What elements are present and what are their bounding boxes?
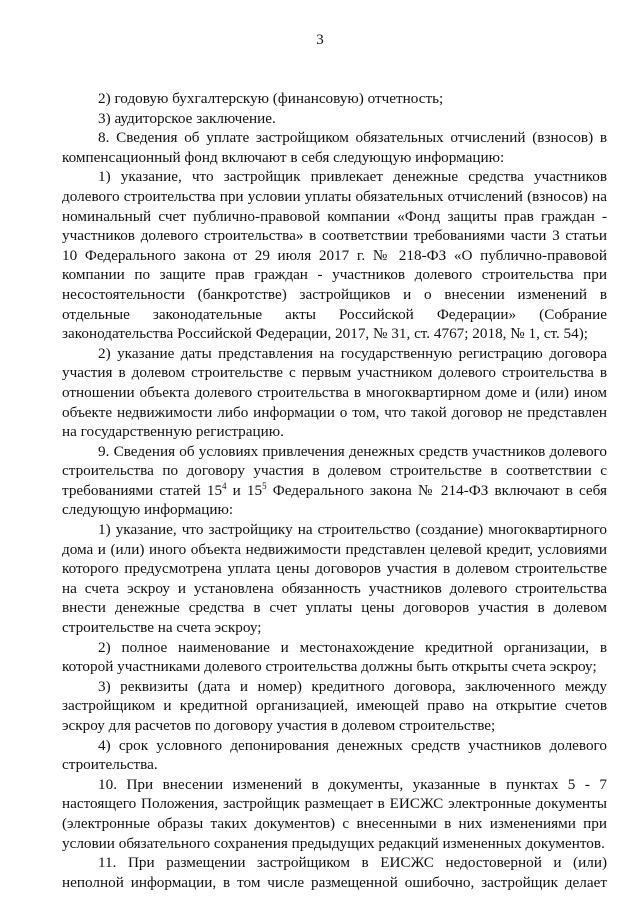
paragraph-section-10: 10. При внесении изменений в документы, указанные в пунктах 5 - 7 настоящего Положения, застройщик размещает в ЕИСЖС электронные документы (электронные образы таких документов) с внесенными в них изменениями при условии обязательного сохранения предыдущих редакций измененных документов. [62, 775, 607, 852]
article-superscript-5: 5 [262, 480, 267, 491]
paragraph-section-9 [62, 442, 607, 520]
section-9-text-middle: и 15 [226, 481, 263, 499]
paragraph-9-item-2: 2) полное наименование и местонахождение кредитной организации, в которой участниками долевого строительства должны быть открыты счета эскроу; [62, 638, 607, 676]
page-number: 3 [316, 32, 324, 48]
section-9-text-start: 9. Сведения об условиях привлечения денежных средств участников долевого строительства по договору участия в долевом строительстве в соответствии с требованиями статей 15 [62, 442, 607, 499]
paragraph-9-item-3: 3) реквизиты (дата и номер) кредитного договора, заключенного между застройщиком и кредитной организацией, имеющей право на открытие счетов эскроу для расчетов по договору участия в долевом строительстве; [62, 677, 607, 734]
document-body [62, 89, 607, 892]
paragraph-section-8: 8. Сведения об уплате застройщиком обязательных отчислений (взносов) в компенсационный фонд включают в себя следующую информацию: [62, 129, 607, 166]
paragraph-item-2: 2) годовую бухгалтерскую (финансовую) отчетность; [98, 90, 444, 107]
paragraph-8-item-1: 1) указание, что застройщик привлекает денежные средства участников долевого строительства при условии уплаты обязательных отчислений (взносов) на номинальный счет публично-правовой компании «Фонд защиты прав граждан - участников долевого строительства» в соответствии требованиями части 3 статьи 10 Федерального закона от 29 июля 2017 г. № 218-ФЗ «О публично-правовой компании по защите прав граждан - участников долевого строительства при несостоятельности (банкротстве) застройщиков и о внесении изменений в отдельные законодательные акты Российской Федерации» (Собрание законодательства Российской Федерации, 2017, № 31, ст. 4767; 2018, № 1, ст. 54); [62, 168, 607, 343]
paragraph-section-11: 11. При размещении застройщиком в ЕИСЖС недостоверной и (или) неполной информации, в том числе размещенной ошибочно, застройщик делает [62, 854, 607, 891]
section-9-text-end: Федерального закона № 214-ФЗ включают в себя следующую информацию: [62, 481, 607, 519]
paragraph-9-item-1: 1) указание, что застройщику на строительство (создание) многоквартирного дома и (или) иного объекта недвижимости представлен целевой кредит, условиями которого предусмотрена уплата цены договоров участия в долевом строительстве на счета эскроу и установлена обязанность участников долевого строительства внести денежные средства в счет уплаты цены договоров участия в долевом строительстве на счета эскроу; [62, 521, 607, 637]
paragraph-9-item-4: 4) срок условного депонирования денежных средств участников долевого строительства. [62, 736, 607, 774]
paragraph-item-3: 3) аудиторское заключение. [98, 109, 276, 127]
paragraph-8-item-2: 2) указание даты представления на государственную регистрацию договора участия в долевом строительстве с первым участником долевого строительства в отношении объекта долевого строительства в многоквартирном доме и (или) ином объекте недвижимости либо информации о том, что такой договор не представлен на государственную регистрацию. [62, 344, 607, 441]
article-superscript-4: 4 [222, 480, 227, 491]
